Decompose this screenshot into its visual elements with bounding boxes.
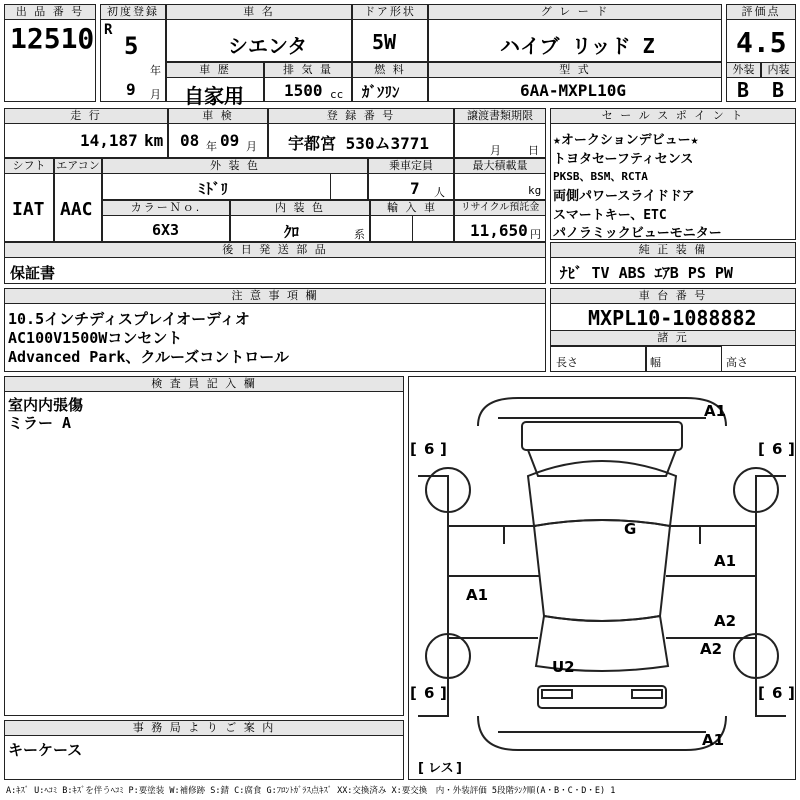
fuel-label: 燃 料 (352, 62, 428, 78)
recycle-label: リサイクル預託金 (454, 200, 546, 216)
ext-color-value: ﾐﾄﾞﾘ (198, 180, 229, 198)
month-unit: 月 (150, 88, 161, 101)
later-parts-label: 後 日 発 送 部 品 (4, 242, 546, 258)
selling-line-2: トヨタセーフティセンス (553, 152, 694, 167)
lot-number: 12510 (10, 22, 95, 55)
svg-text:]: ] (788, 440, 795, 458)
inspector-line-1: 室内内張傷 (8, 396, 84, 414)
spec-length: 長さ (556, 356, 578, 369)
inspector-label: 検 査 員 記 入 欄 (4, 376, 404, 392)
ext-label: 外装 (726, 62, 761, 78)
mark-rear-bumper: A1 (702, 731, 725, 749)
import-label: 輸 入 車 (370, 200, 454, 216)
inspection-year: 08 (180, 131, 200, 150)
model-label: 型 式 (428, 62, 722, 78)
spec-width: 幅 (650, 356, 661, 369)
history-value: 自家用 (184, 84, 244, 108)
doors-label: ドア形状 (352, 4, 428, 20)
specs-label: 諸 元 (550, 330, 796, 346)
mark-left-rear-door: A1 (466, 586, 489, 604)
first-reg-era: R (104, 22, 113, 38)
color-no-label: カラーＮｏ. (102, 200, 230, 216)
selling-label: セ ー ル ス ポ イ ン ト (550, 108, 796, 124)
mileage-label: 走 行 (4, 108, 168, 124)
selling-line-5: スマートキー、ETC (553, 208, 667, 223)
fuel-value: ｶﾞｿﾘﾝ (362, 83, 400, 101)
inspection-month-unit: 月 (246, 140, 257, 153)
mark-glass: G (624, 520, 637, 538)
plate-label: 登 録 番 号 (268, 108, 454, 124)
capacity-label: 乗車定員 (368, 158, 454, 174)
ext-score: B (737, 78, 750, 102)
mark-right-rear-fender: A2 (700, 640, 723, 658)
tire-tread-fr: 6 (772, 440, 783, 458)
first-reg-label: 初度登録 (100, 4, 166, 20)
model-value: 6AA-MXPL10G (520, 81, 626, 100)
transfer-day: 日 (528, 144, 539, 157)
int-color-value: ｸﾛ (284, 223, 300, 241)
recycle-unit: 円 (530, 228, 541, 241)
svg-text:]: ] (440, 684, 447, 702)
spare-tire: レス (428, 761, 454, 776)
selling-line-4: 両側パワースライドドア (553, 189, 695, 204)
displacement-label: 排 気 量 (264, 62, 352, 78)
inspection-month: 09 (220, 131, 240, 150)
hood (528, 461, 676, 526)
svg-text:]: ] (456, 761, 462, 776)
car-name-label: 車 名 (166, 4, 352, 20)
first-reg-year: 5 (124, 32, 139, 60)
car-name: シエンタ (228, 34, 308, 58)
inspection-year-unit: 年 (206, 140, 217, 153)
tire-tread-fl: 6 (424, 440, 435, 458)
later-parts-value: 保証書 (10, 264, 56, 282)
year-unit: 年 (150, 64, 161, 77)
int-label: 内装 (761, 62, 796, 78)
svg-text:[: [ (410, 684, 417, 702)
aircon-label: エアコン (54, 158, 102, 174)
mark-front-bumper: A1 (704, 402, 727, 420)
svg-text:[: [ (410, 440, 417, 458)
capacity-value: 7 (410, 179, 420, 198)
front-glass (522, 422, 682, 450)
svg-text:[: [ (418, 761, 424, 776)
svg-text:[: [ (758, 684, 765, 702)
selling-line-1: ★オークションデビュー★ (553, 133, 699, 148)
mark-right-rear-door: A2 (714, 612, 737, 630)
office-label: 事 務 局 よ り ご 案 内 (4, 720, 404, 736)
doors-value: 5W (372, 30, 397, 54)
ext-color-label: 外 装 色 (102, 158, 368, 174)
history-label: 車 歴 (166, 62, 264, 78)
inspector-line-2: ミラー A (8, 414, 72, 432)
car-damage-diagram (408, 376, 796, 780)
int-score: B (772, 78, 785, 102)
max-load-label: 最大積載量 (454, 158, 546, 174)
score-label: 評価点 (726, 4, 796, 20)
displacement-unit: cc (330, 88, 344, 101)
inspection-label: 車 検 (168, 108, 268, 124)
transfer-label: 譲渡書類期限 (454, 108, 546, 124)
selling-line-6: パノラミックビューモニター (553, 226, 722, 241)
transfer-month: 月 (490, 144, 501, 157)
office-value: キーケース (8, 741, 83, 759)
tire-tread-rl: 6 (424, 684, 435, 702)
color-no-value: 6X3 (152, 221, 180, 239)
svg-text:]: ] (788, 684, 795, 702)
mark-rear-panel: U2 (552, 658, 575, 676)
mileage-value: 14,187 (80, 131, 138, 150)
equipment-label: 純 正 装 備 (550, 242, 796, 258)
int-color-unit: 系 (354, 228, 365, 241)
legend-text: A:ｷｽﾞ U:ﾍｺﾐ B:ｷｽﾞを伴うﾍｺﾐ P:要塗装 W:補修跡 S:錆 C:腐食 G:ﾌﾛﾝﾄｶﾞﾗｽ点ｷｽﾞ XX:交換済み X:要交換 内・外装評価 5段階ﾗﾝｸ順(A・B・C・D・E) 1 (6, 786, 616, 796)
shift-value: IAT (12, 199, 45, 220)
displacement-value: 1500 (284, 81, 323, 100)
max-load-unit: kg (528, 184, 542, 197)
notes-line-1: 10.5インチディスプレイオーディオ (8, 310, 250, 328)
svg-text:]: ] (440, 440, 447, 458)
first-reg-month: 9 (126, 80, 136, 99)
grade-value: ハイブ リッド Z (500, 34, 655, 58)
notes-line-3: Advanced Park、クルーズコントロール (8, 348, 289, 366)
grade-label: グ レ ー ド (428, 4, 722, 20)
recycle-value: 11,650 (470, 221, 528, 240)
selling-line-3: PKSB、BSM、RCTA (553, 170, 648, 183)
chassis-value: MXPL10-1088882 (588, 306, 757, 330)
chassis-label: 車 台 番 号 (550, 288, 796, 304)
svg-text:[: [ (758, 440, 765, 458)
notes-label: 注 意 事 項 欄 (4, 288, 546, 304)
mark-right-front-door: A1 (714, 552, 737, 570)
lot-label: 出 品 番 号 (4, 4, 96, 20)
plate-value: 宇都宮 530ム3771 (288, 134, 430, 153)
aircon-value: AAC (60, 199, 93, 220)
score-value: 4.5 (736, 26, 787, 59)
spec-height: 高さ (726, 356, 748, 369)
equipment-value: ﾅﾋﾞ TV ABS ｴｱB PS PW (560, 264, 733, 282)
roof (534, 520, 670, 621)
capacity-unit: 人 (434, 186, 445, 199)
mileage-unit: km (144, 131, 164, 150)
int-color-label: 内 装 色 (230, 200, 370, 216)
shift-label: シフト (4, 158, 54, 174)
tire-tread-rr: 6 (772, 684, 783, 702)
notes-line-2: AC100V1500Wコンセント (8, 329, 183, 347)
